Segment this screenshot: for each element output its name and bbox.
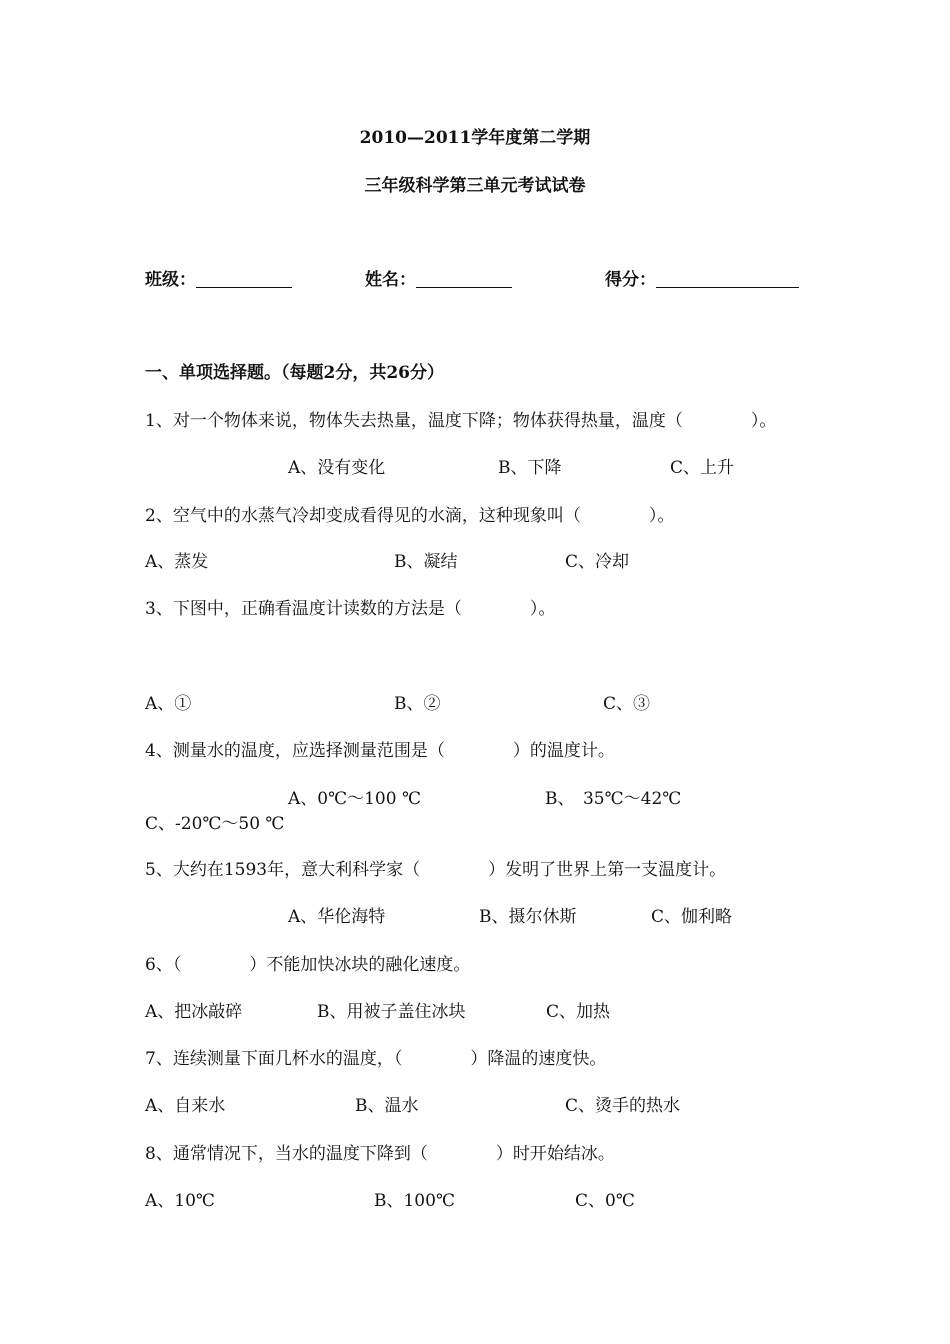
option-a: A、没有变化 <box>288 458 386 478</box>
section-heading: 一、单项选择题。（每题2分，共26分） <box>145 363 444 383</box>
class-field <box>145 269 292 291</box>
option-b: B、用被子盖住冰块 <box>317 1002 466 1022</box>
question-text: 2、空气中的水蒸气冷却变成看得见的水滴，这种现象叫（ ）。 <box>145 506 675 526</box>
option-c: C、伽利略 <box>651 907 733 927</box>
option-c: C、-20℃～50 ℃ <box>145 814 285 834</box>
option-c: C、上升 <box>670 458 735 478</box>
option-b: B、 35℃～42℃ <box>545 789 682 809</box>
name-blank[interactable] <box>416 270 512 288</box>
option-a: A、① <box>145 694 192 714</box>
option-b: B、下降 <box>498 458 562 478</box>
option-a: A、自来水 <box>145 1096 226 1116</box>
question-text: 1、对一个物体来说，物体失去热量，温度下降；物体获得热量，温度（ ）。 <box>145 411 777 431</box>
option-a: A、10℃ <box>145 1191 215 1211</box>
option-b: B、摄尔休斯 <box>479 907 577 927</box>
score-label: 得分： <box>605 270 656 290</box>
class-blank[interactable] <box>196 270 292 288</box>
option-a: A、华伦海特 <box>288 907 386 927</box>
option-c: C、③ <box>603 694 651 714</box>
exam-title-line1: 2010—2011学年度第二学期 <box>359 128 591 148</box>
question-text: 7、连续测量下面几杯水的温度，（ ）降温的速度快。 <box>145 1049 607 1069</box>
exam-title-line2: 三年级科学第三单元考试试卷 <box>364 176 586 196</box>
option-b: B、② <box>394 694 441 714</box>
option-c: C、烫手的热水 <box>565 1096 681 1116</box>
option-c: C、冷却 <box>565 552 630 572</box>
option-a: A、蒸发 <box>145 552 209 572</box>
option-b: B、100℃ <box>374 1191 455 1211</box>
question-text: 8、通常情况下，当水的温度下降到（ ）时开始结冰。 <box>145 1144 615 1164</box>
option-a: A、把冰敲碎 <box>145 1002 243 1022</box>
name-label: 姓名： <box>365 270 416 290</box>
score-blank[interactable] <box>656 270 799 288</box>
option-c: C、0℃ <box>575 1191 635 1211</box>
score-field <box>605 269 799 291</box>
option-c: C、加热 <box>546 1002 611 1022</box>
question-text: 3、下图中，正确看温度计读数的方法是（ ）。 <box>145 599 556 619</box>
option-b: B、凝结 <box>394 552 458 572</box>
question-text: 4、测量水的温度，应选择测量范围是（ ）的温度计。 <box>145 741 615 761</box>
question-text: 5、大约在1593年，意大利科学家（ ）发明了世界上第一支温度计。 <box>145 860 727 880</box>
name-field <box>365 269 512 291</box>
option-a: A、0℃～100 ℃ <box>288 789 421 809</box>
class-label: 班级： <box>145 270 196 290</box>
question-text: 6、（ ）不能加快冰块的融化速度。 <box>145 955 471 975</box>
option-b: B、温水 <box>355 1096 419 1116</box>
